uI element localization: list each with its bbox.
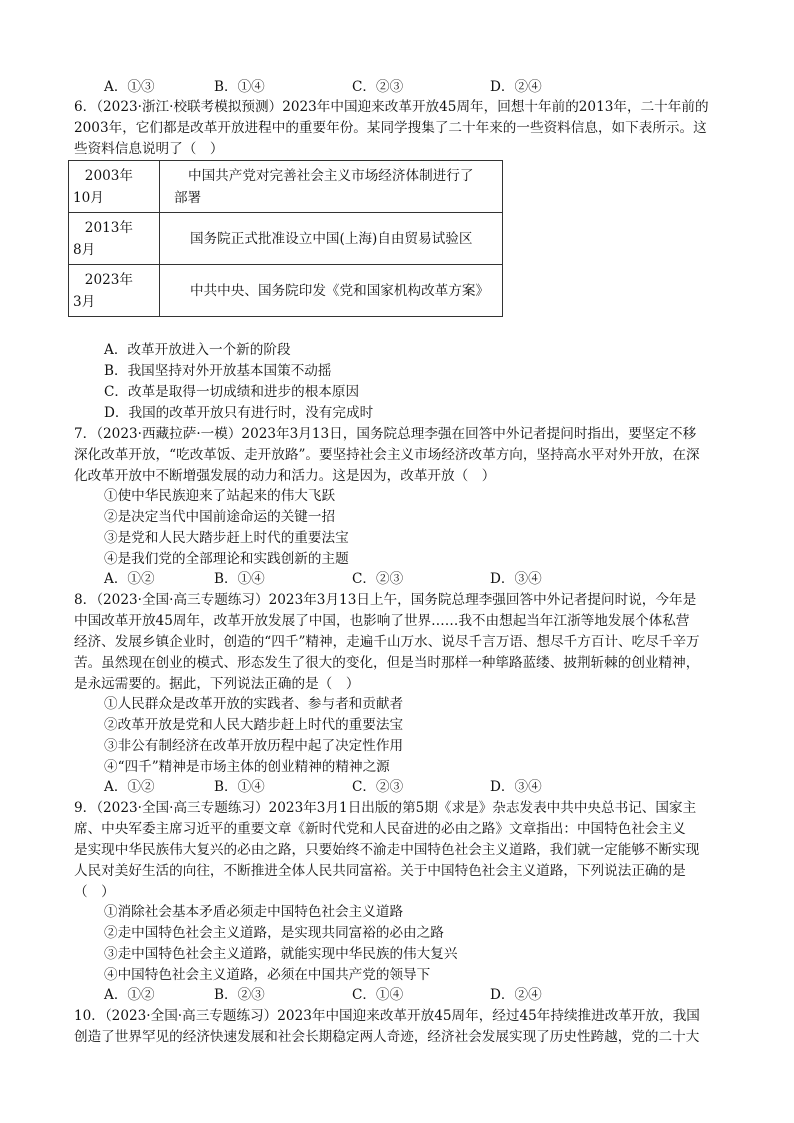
q9-statement: ③走中国特色社会主义道路，就能实现中华民族的伟大复兴 [104,946,458,962]
option-b: B．①④ [214,779,265,795]
option-b: B．①④ [214,571,265,587]
option-c: C．②③ [352,571,404,587]
q9-statement: ④中国特色社会主义道路，必须在中国共产党的领导下 [104,967,431,983]
q6-stem-line: 6．（2023·浙江·校联考模拟预测）2023年中国迎来改革开放45周年，回想十年前的2013年，二十年前的 [74,99,709,115]
q8-stem-line: 8．（2023·全国·高三专题练习）2023年3月13日上午，国务院总理李强回答中外记者提问时说，今年是 [74,592,697,608]
table-text: 国务院正式批准设立中国(上海)自由贸易试验区 [190,230,473,247]
option-c: C．②③ [352,79,404,95]
q9-stem-line: （ ） [74,884,115,900]
q6-option-c: C．改革是取得一切成绩和进步的根本原因 [104,384,360,400]
table-text: 中共中央、国务院印发《党和国家机构改革方案》 [190,282,490,299]
option-d: D．③④ [490,779,542,795]
option-a: A．①② [104,987,155,1003]
option-d: D．②④ [490,79,542,95]
option-c: C．①④ [352,987,404,1003]
q10-stem-line: 创造了世界罕见的经济快速发展和社会长期稳定两人奇迹，经济社会发展实现了历史性跨越，党的二十大 [74,1029,700,1045]
q8-stem-line: 苦。虽然现在创业的模式、形态发生了很大的变化，但是当时那样一种筚路蓝缕、披荆斩棘的创业精神， [74,655,700,671]
q7-stem-line: 深化改革开放，“吃改革饭、走开放路”。要坚持社会主义市场经济改革方向，坚持高水平对外开放，在深 [74,447,700,463]
q6-stem-line: 些资料信息说明了（ ） [74,141,224,157]
table-text: 中国共产党对完善社会主义市场经济体制进行了 [188,167,474,184]
table-text-cell [160,213,503,265]
q9-stem-line: 席、中央军委主席习近平的重要文章《新时代党和人民奋进的必由之路》文章指出：中国特色社会主义 [74,821,686,837]
q8-stem-line: 中国改革开放45周年，改革开放发展了中国，也影响了世界……我不由想起当年江浙等地发展个体私营 [74,613,690,629]
table-year: 2023年 [84,271,133,288]
q9-stem-line: 是实现中华民族伟大复兴的必由之路，只要始终不渝走中国特色社会主义道路，我们就一定能够不断实现 [74,842,700,858]
q6-info-table [68,160,503,317]
table-month: 8月 [73,241,96,258]
q7-statement: ④是我们党的全部理论和实践创新的主题 [104,551,349,567]
q6-option-b: B．我国坚持对外开放基本国策不动摇 [104,363,332,379]
q9-statement: ②走中国特色社会主义道路，是实现共同富裕的必由之路 [104,925,444,941]
q7-statement: ③是党和人民大踏步赶上时代的重要法宝 [104,530,349,546]
option-b: B．②③ [214,987,265,1003]
table-date-cell [69,265,160,317]
option-a: A．①② [104,571,155,587]
option-b: B．①④ [214,79,265,95]
table-month: 3月 [73,293,96,310]
option-d: D．②④ [490,987,542,1003]
table-text-cell [160,265,503,317]
q9-stem-line: 人民对美好生活的向往，不断推进全体人民共同富裕。关于中国特色社会主义道路，下列说法正确的是 [74,863,686,879]
option-a: A．①③ [104,79,155,95]
q8-statement: ②改革开放是党和人民大踏步赶上时代的重要法宝 [104,717,404,733]
option-d: D．③④ [490,571,542,587]
q9-stem-line: 9．（2023·全国·高三专题练习）2023年3月1日出版的第5期《求是》杂志发表中共中央总书记、国家主 [74,800,697,816]
option-c: C．②③ [352,779,404,795]
q7-stem-line: 化改革开放中不断增强发展的动力和活力。这是因为，改革开放（ ） [74,468,496,484]
q8-stem-line: 是永远需要的。据此，下列说法正确的是（ ） [74,676,360,692]
table-year: 2003年 [84,167,133,184]
table-row [69,265,503,317]
q10-stem-line: 10．（2023·全国·高三专题练习）2023年中国迎来改革开放45周年，经过45年持续推进改革开放，我国 [74,1008,700,1024]
q7-statement: ②是决定当代中国前途命运的关键一招 [104,509,336,525]
table-date-cell [69,161,160,213]
q6-option-d: D．我国的改革开放只有进行时，没有完成时 [104,405,374,421]
table-text-continued: 部署 [174,189,202,206]
q6-option-a: A．改革开放进入一个新的阶段 [104,342,291,358]
table-month: 10月 [73,189,104,206]
q8-stem-line: 经济、发展乡镇企业时，创造的“四千”精神，走遍千山万水、说尽千言万语、想尽千方百计、吃尽千辛万 [74,634,700,650]
table-date-cell [69,213,160,265]
q7-statement: ①使中华民族迎来了站起来的伟大飞跃 [104,488,336,504]
q8-statement: ③非公有制经济在改革开放历程中起了决定性作用 [104,738,404,754]
q6-stem-line: 2003年，它们都是改革开放进程中的重要年份。某同学搜集了二十年来的一些资料信息，如下表所示。这 [74,120,707,136]
q7-stem-line: 7．（2023·西藏拉萨·一模）2023年3月13日，国务院总理李强在回答中外记者提问时指出，要坚定不移 [74,426,697,442]
table-text-cell [160,161,503,213]
option-a: A．①② [104,779,155,795]
q8-statement: ④“四千”精神是市场主体的创业精神的精神之源 [104,759,390,775]
table-row [69,161,503,213]
q9-statement: ①消除社会基本矛盾必须走中国特色社会主义道路 [104,904,404,920]
table-row [69,213,503,265]
table-year: 2013年 [84,219,133,236]
q8-statement: ①人民群众是改革开放的实践者、参与者和贡献者 [104,696,404,712]
